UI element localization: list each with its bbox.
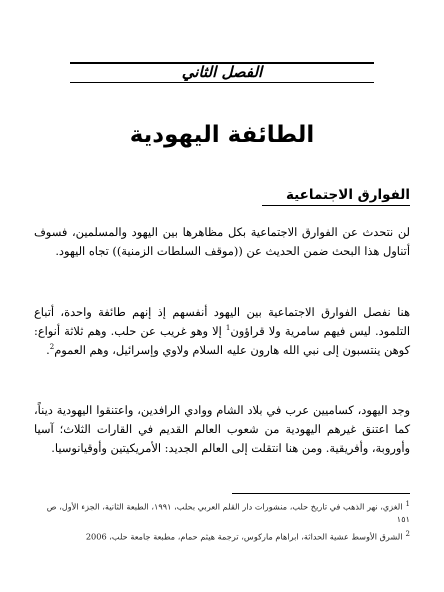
chapter-label: الفصل الثاني [181, 63, 263, 81]
footnote-1-text: الغزي، نهر الذهب في تاريخ حلب، منشورات دار القلم العربي بحلب، ١٩٩١، الطبعة الثانية، الجزء الأول، ص ١٥١ [46, 501, 410, 524]
paragraph-1-text: لن نتحدث عن الفوارق الاجتماعية بكل مظاهرها بين اليهود والمسلمين، فسوف أتناول هذا البحث ضمن الحديث عن ((موقف السلطات الزمنية)) تجاه اليهود. [34, 225, 410, 258]
footnote-separator [232, 493, 410, 494]
paragraph-2-text-b: إلا وهو غريب عن حلب. وهم ثلاثة أنواع: كوهن ينتسبون إلى نبي الله هارون عليه السلام ولاوي وإسرائيل، وهم العموم [34, 323, 410, 357]
header-bottom-rule [70, 82, 374, 83]
paragraph-2-text-a: هنا نفصل الفوارق الاجتماعية بين اليهود أنفسهم إذ إنهم طائفة واحدة، أتباع التلمود. ليس فيهم سامرية ولا قراؤون [34, 305, 410, 338]
chapter-header [70, 62, 374, 84]
footnote-2 [34, 528, 410, 543]
paragraph-3 [34, 401, 410, 457]
section-heading-underline [262, 205, 410, 206]
footnote-1 [34, 498, 410, 525]
paragraph-2-text-c: . [46, 342, 50, 357]
paragraph-1 [34, 223, 410, 260]
footnote-1-number: 1 [405, 500, 410, 508]
footnote-ref-2: 2 [49, 342, 55, 351]
page-title: الطائفة اليهودية [129, 122, 315, 148]
footnote-2-number: 2 [405, 530, 410, 538]
footnote-ref-1: 1 [225, 324, 231, 333]
footnote-2-text: الشرق الأوسط عشية الحداثة، ابراهام ماركوس، ترجمة هيثم حمام، مطبعة جامعة حلب، 2006 [85, 531, 403, 542]
paragraph-2 [34, 303, 410, 359]
section-heading: الفوارق الاجتماعية [285, 187, 410, 203]
paragraph-3-text: وجد اليهود، كساميين عرب في بلاد الشام ووادي الرافدين، واعتنقوا اليهودية ديناً، كما اعتنق غيرهم اليهودية من شعوب العالم القديم في القارات الثلاث؛ آسيا وأوروبة، وأفريقية. ومن هنا انتقلت إلى العالم الجديد: الأمريكيتين وأوقيانوسيا. [34, 403, 410, 455]
